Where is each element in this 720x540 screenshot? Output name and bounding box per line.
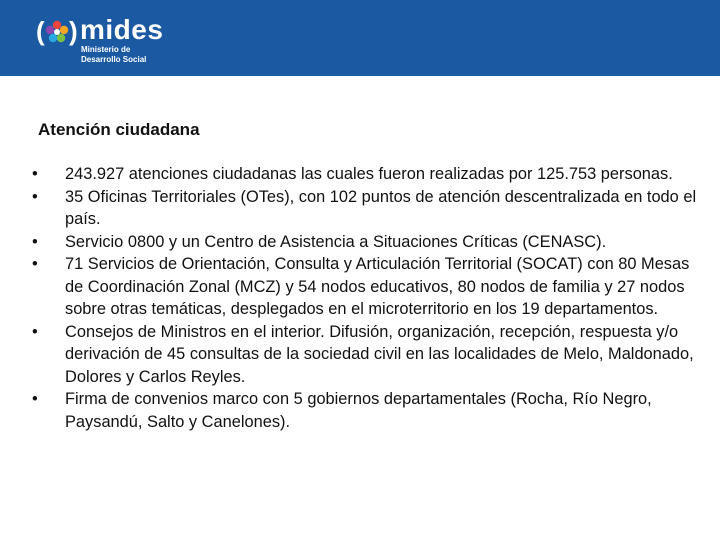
bullet-text: Servicio 0800 y un Centro de Asistencia a Situaciones Críticas (CENASC). [65,232,607,251]
bullet-item [30,231,698,254]
logo-subtitle-line1: Ministerio de [81,45,131,54]
svg-text:(: ( [36,16,45,46]
bullet-text: 243.927 atenciones ciudadanas las cuales fueron realizadas por 125.753 personas. [65,165,673,183]
bullet-dot-icon: • [32,255,38,273]
bullet-dot-icon: • [32,165,38,183]
bullet-list [30,163,698,433]
flower-logo-icon [36,16,78,46]
slide-title: Atención ciudadana [38,120,200,139]
bullet-text: 71 Servicios de Orientación, Consulta y Articulación Territorial (SOCAT) con 80 Mesas de Coordinación Zonal (MCZ) y 54 nodos educativos, 80 nodos de familia y 27 nodos sobre otras temáticas, desplegados en el microterritorio en los 19 departamentos. [65,255,690,318]
svg-text:): ) [69,16,78,46]
logo-subtitle-line2: Desarrollo Social [81,55,147,64]
bullet-item [30,388,698,433]
logo-subtitle [81,45,181,65]
logo-wordmark: mides [80,14,164,45]
bullet-dot-icon: • [32,322,38,341]
bullet-dot-icon: • [32,187,38,206]
bullet-text: Consejos de Ministros en el interior. Difusión, organización, recepción, respuesta y/o derivación de 45 consultas de la sociedad civil en las localidades de Melo, Maldonado, Dolores y Carlos Reyles. [65,322,694,386]
bullet-item [30,253,698,321]
bullet-dot-icon: • [32,232,38,251]
bullet-item [30,321,698,389]
bullet-item [30,163,698,186]
bullet-dot-icon: • [32,390,38,408]
mides-logo [36,14,166,66]
bullet-text: Firma de convenios marco con 5 gobiernos departamentales (Rocha, Río Negro, Paysandú, Salto y Canelones). [65,390,652,431]
bullet-item [30,186,698,231]
bullet-text: 35 Oficinas Territoriales (OTes), con 102 puntos de atención descentralizada en todo el país. [65,187,697,228]
header-bar [0,0,720,76]
